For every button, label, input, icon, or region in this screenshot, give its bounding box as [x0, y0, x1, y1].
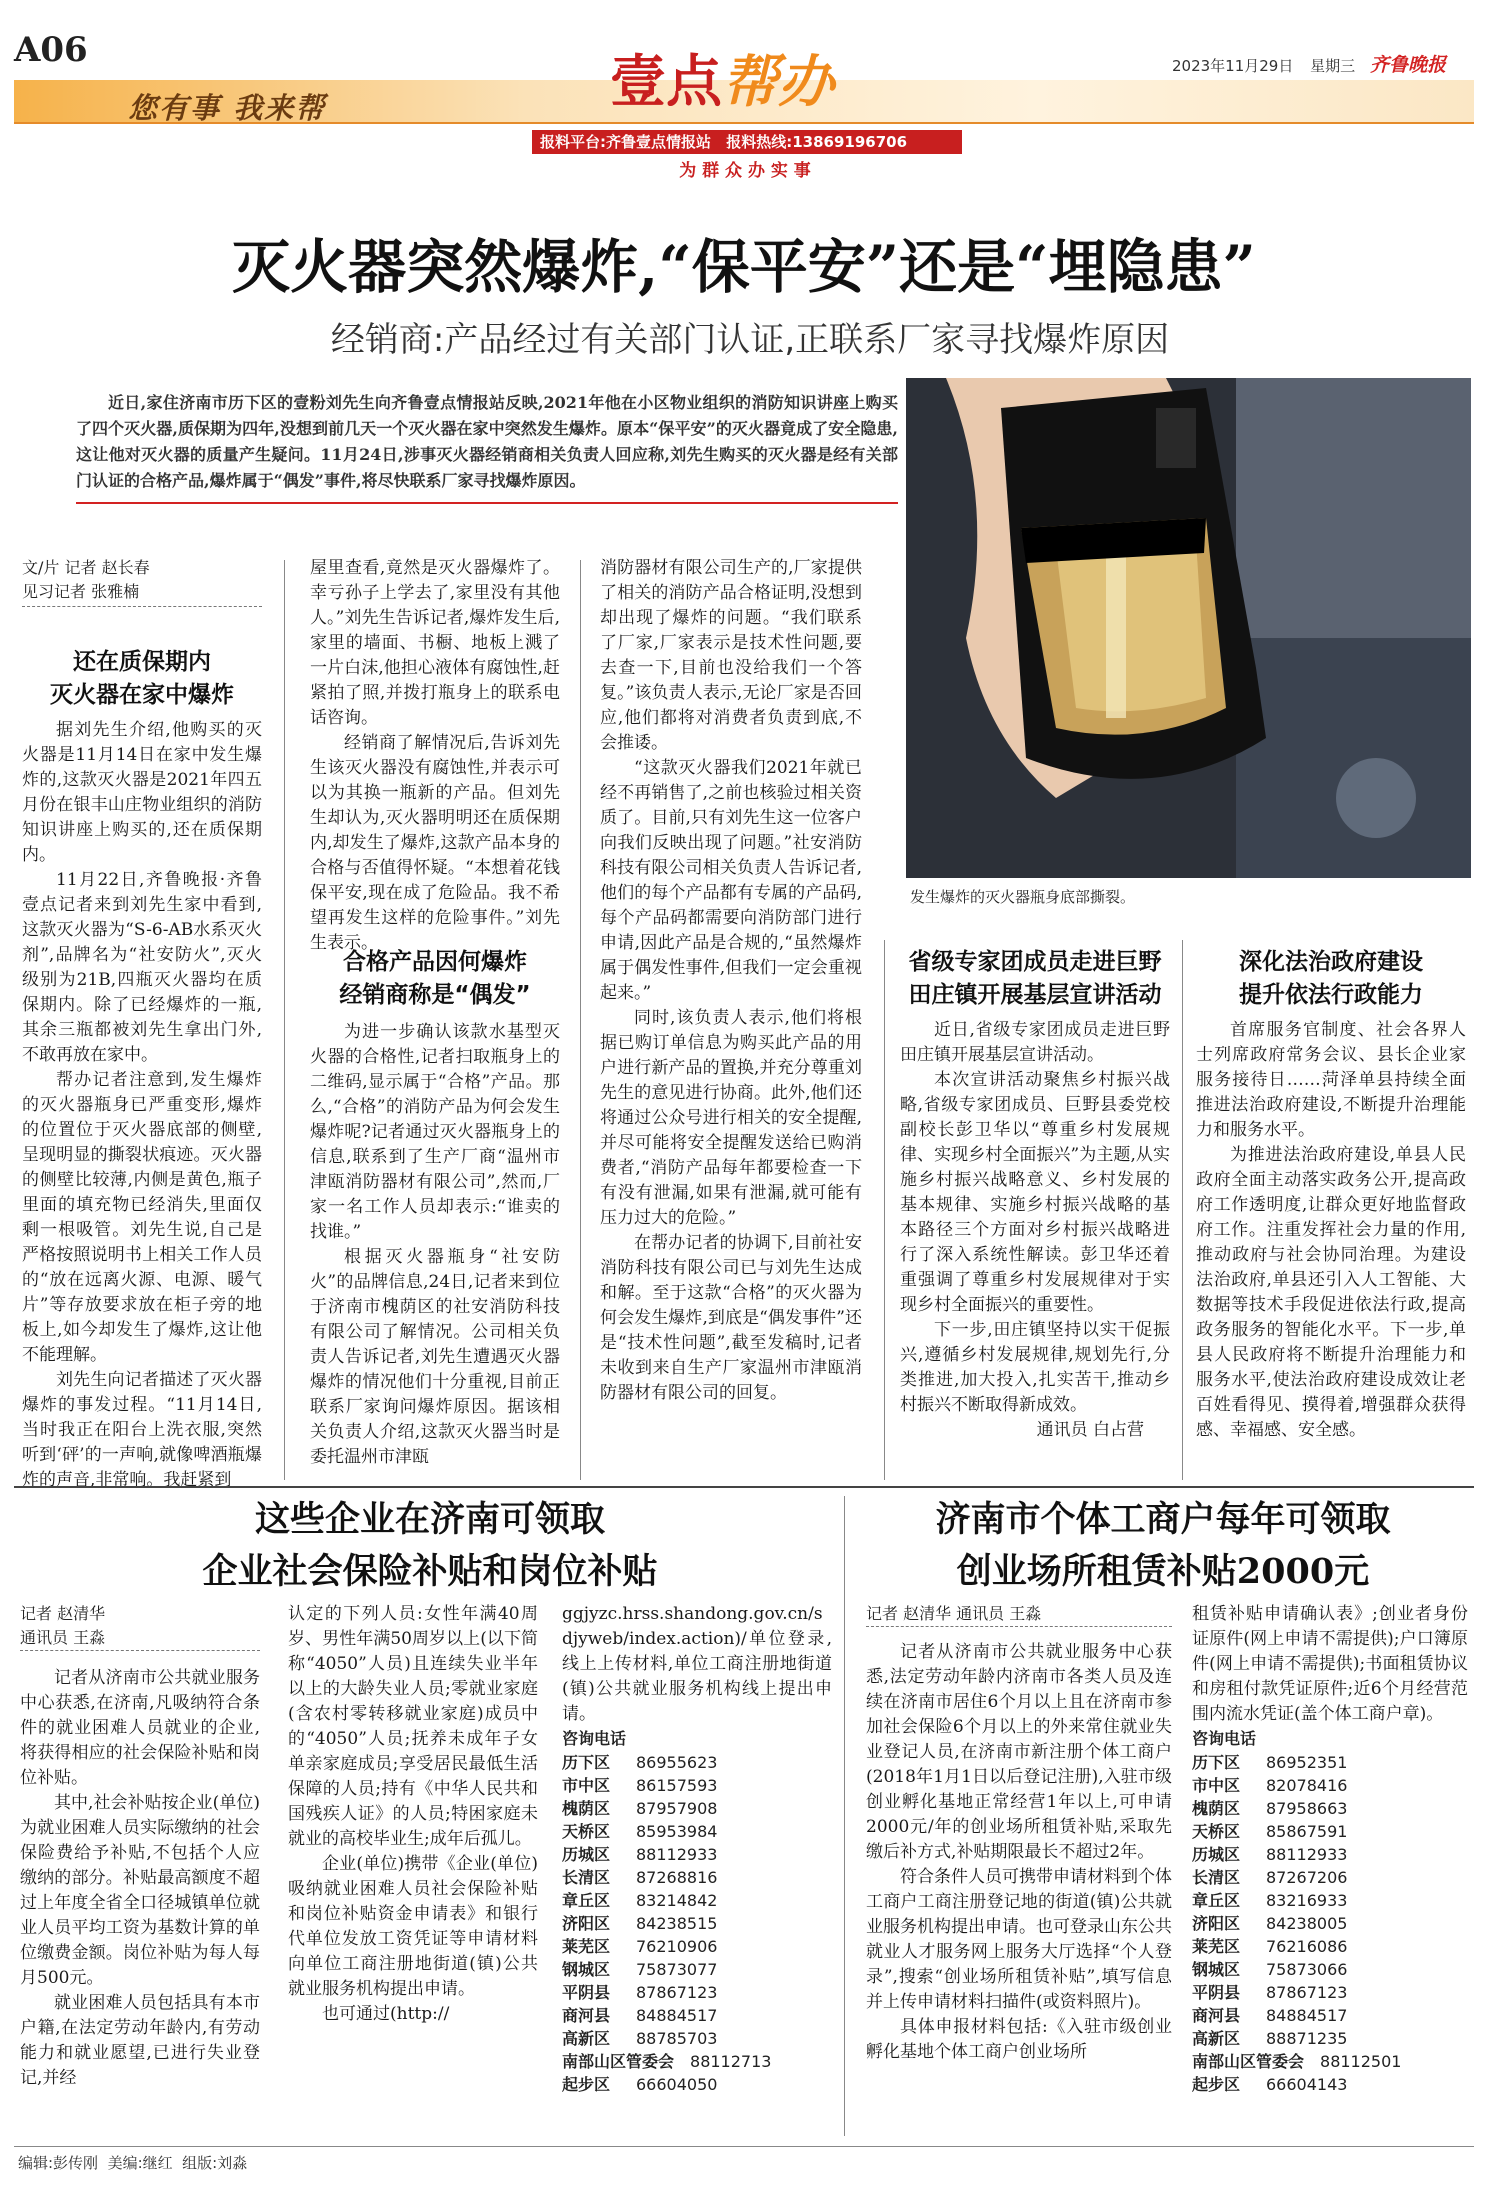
phone-number: 86952351 — [1266, 1753, 1348, 1772]
contact-row — [562, 1958, 832, 1981]
contact-row — [562, 1797, 832, 1820]
contact-row — [1192, 1797, 1468, 1820]
phone-number: 87867123 — [1266, 1983, 1348, 2002]
paragraph: 为进一步确认该款水基型灭火器的合格性,记者扫取瓶身上的二维码,显示属于“合格”产品。那么,“合格”的消防产品为何会发生爆炸呢?记者通过灭火器瓶身上的信息,联系到了生产厂商“温州市津瓯消防器材有限公司”,然而,厂家一名工作人员却表示:“谁卖的找谁。” — [310, 1022, 560, 1242]
district-name: 钢城区 — [1192, 1960, 1241, 1979]
paragraph: 租赁补贴申请确认表》;创业者身份证原件(网上申请不需提供);户口簿原件(网上申请不需提供);书面租赁协议和房租付款凭证原件;近6个月经营范围内流水凭证(盖个体工商户章)。 — [1192, 1604, 1468, 1724]
phone-number: 88112713 — [690, 2052, 772, 2071]
paragraph: 帮办记者注意到,发生爆炸的灭火器瓶身已严重变形,爆炸的位置位于灭火器底部的侧壁,呈现明显的撕裂状痕迹。灭火器的侧壁比较薄,内侧是黄色,瓶子里面的填充物已经消失,里面仅剩一根吸管。刘先生说,自己是严格按照说明书上相关工作人员的“放在远离火源、电源、暖气片”等存放要求放在柜子旁的地板上,如今却发生了爆炸,这让他不能理解。 — [22, 1070, 262, 1365]
footer-rule — [14, 2146, 1474, 2147]
district-name: 莱芜区 — [1192, 1937, 1241, 1956]
paragraph: 下一步,田庄镇坚持以实干促振兴,遵循乡村发展规律,规划先行,分类推进,加大投入,扎实苦干,推动乡村振兴不断取得新成效。 — [900, 1320, 1170, 1415]
district-name: 商河县 — [562, 2006, 611, 2025]
phone-number: 83214842 — [636, 1891, 718, 1910]
contact-row — [1192, 1912, 1468, 1935]
district-name: 济阳区 — [562, 1914, 611, 1933]
page-number: A06 — [14, 30, 88, 70]
hotline-label: 报料热线: — [726, 133, 793, 151]
district-name: 历下区 — [1192, 1753, 1241, 1772]
district-name: 长清区 — [1192, 1868, 1241, 1887]
brief1-byline: 通讯员 白占营 — [1036, 1420, 1144, 1440]
paragraph: 经销商了解情况后,告诉刘先生该灭火器没有腐蚀性,并表示可以为其换一瓶新的产品。但刘先生却认为,灭火器明明还在质保期内,却发生了爆炸,这款产品本身的合格与否值得怀疑。“本想着花钱保平安,现在成了危险品。我不希望再发生这样的危险事件。”刘先生表示。 — [310, 733, 560, 953]
paragraph: “这款灭火器我们2021年就已经不再销售了,之前也核验过相关资质了。目前,只有刘先生这一位客户向我们反映出现了问题。”社安消防科技有限公司相关负责人告诉记者,他们的每个产品都有专属的产品码,每个产品码都需要向消防部门进行申请,因此产品是合规的,“虽然爆炸属于偶发性事件,但我们一定会重视起来。” — [600, 758, 862, 1003]
district-name: 长清区 — [562, 1868, 611, 1887]
district-name: 天桥区 — [562, 1822, 611, 1841]
lead-column-2a — [310, 556, 560, 956]
column-rule — [580, 560, 581, 1480]
phone-number: 83216933 — [1266, 1891, 1348, 1910]
contact-row — [562, 1981, 832, 2004]
contact-row — [562, 1843, 832, 1866]
district-name: 商河县 — [1192, 2006, 1241, 2025]
brief1-body — [900, 1018, 1170, 1443]
phone-number: 85953984 — [636, 1822, 718, 1841]
logo-part-b: 帮办 — [722, 50, 834, 115]
art3-contacts-title: 咨询电话 — [1192, 1729, 1257, 1748]
phone-number: 87268816 — [636, 1868, 718, 1887]
column-rule — [844, 1496, 845, 2136]
paragraph: 记者从济南市公共就业服务中心获悉,法定劳动年龄内济南市各类人员及连续在济南市居住6个月以上且在济南市参加社会保险6个月以上的外来常住就业失业登记人员,在济南市新注册个体工商户(2018年1月1日以后登记注册),入驻市级创业孵化基地正常经营1年以上,可申请2000元/年的创业场所租赁补贴,采取先缴后补方式,补贴期限最长不超过2年。 — [866, 1642, 1172, 1862]
district-name: 天桥区 — [1192, 1822, 1241, 1841]
phone-number: 87867123 — [636, 1983, 718, 2002]
district-name: 历城区 — [1192, 1845, 1241, 1864]
lead-subhead-1: 还在质保期内 灭火器在家中爆炸 — [50, 649, 234, 708]
art2-contact-list — [562, 1751, 832, 2096]
logo-part-a: 壹点 — [610, 50, 722, 115]
phone-number: 86955623 — [636, 1753, 718, 1772]
hotline-number: 13869196706 — [792, 133, 908, 151]
phone-number: 75873077 — [636, 1960, 718, 1979]
phone-number: 88112933 — [636, 1845, 718, 1864]
contact-row — [1192, 2073, 1468, 2096]
art2-column-3 — [562, 1602, 832, 2096]
art2-byline-reporter: 记者 赵清华 — [20, 1604, 106, 1623]
motto: 为 群 众 办 实 事 — [679, 161, 811, 181]
paragraph: 记者从济南市公共就业服务中心获悉,在济南,凡吸纳符合条件的就业困难人员就业的企业,将获得相应的社会保险补贴和岗位补贴。 — [20, 1668, 260, 1788]
contact-row — [562, 2050, 832, 2073]
district-name: 南部山区管委会 — [562, 2052, 675, 2071]
byline-intern: 见习记者 张雅楠 — [22, 582, 140, 601]
contact-row — [1192, 1958, 1468, 1981]
paragraph: 刘先生向记者描述了灭火器爆炸的事发过程。“11月14日,当时我正在阳台上洗衣服,突然听到‘砰’的一声响,就像啤酒瓶爆炸的声音,非常响。我赶紧到 — [22, 1370, 262, 1490]
paper-name: 齐鲁晚报 — [1369, 54, 1446, 76]
photo-illustration — [906, 378, 1471, 878]
art2-column-1 — [20, 1666, 260, 2091]
art2-byline-correspondent: 通讯员 王淼 — [20, 1628, 106, 1647]
district-name: 历下区 — [562, 1753, 611, 1772]
district-name: 槐荫区 — [1192, 1799, 1241, 1818]
district-name: 南部山区管委会 — [1192, 2052, 1305, 2071]
summary-text: 近日,家住济南市历下区的壹粉刘先生向齐鲁壹点情报站反映,2021年他在小区物业组织的消防知识讲座上购买了四个灭火器,质保期为四年,没想到前几天一个灭火器在家中突然发生爆炸。原本“保平安”的灭火器竟成了安全隐患,这让他对灭火器的质量产生疑问。11月24日,涉事灭火器经销商相关负责人回应称,刘先生购买的灭火器是经有关部门认证的合格产品,爆炸属于“偶发”事件,将尽快联系厂家寻找爆炸原因。 — [76, 393, 898, 490]
section-divider — [14, 1486, 1474, 1488]
contact-row — [1192, 1843, 1468, 1866]
platform-label: 报料平台: — [540, 133, 606, 151]
platform-name: 齐鲁壹点情报站 — [606, 133, 712, 151]
paragraph: 首席服务官制度、社会各界人士列席政府常务会议、县长企业家服务接待日……菏泽单县持续全面推进法治政府建设,不断提升治理能力和服务水平。 — [1196, 1020, 1466, 1140]
contact-row — [1192, 1866, 1468, 1889]
phone-number: 76210906 — [636, 1937, 718, 1956]
art2-column-2 — [288, 1602, 538, 2027]
phone-number: 76216086 — [1266, 1937, 1348, 1956]
paragraph: 其中,社会补贴按企业(单位)为就业困难人员实际缴纳的社会保险费给予补贴,不包括个人应缴纳的部分。补贴最高额度不超过上年度全省全口径城镇单位就业人员平均工资为基数计算的单位缴费金额。岗位补贴为每人每月500元。 — [20, 1793, 260, 1988]
contact-row — [562, 1889, 832, 1912]
contact-row — [562, 2027, 832, 2050]
paragraph: 认定的下列人员:女性年满40周岁、男性年满50周岁以上(以下简称“4050”人员)且连续失业半年以上的大龄失业人员;零就业家庭(含农村零转移就业家庭)成员中的“4050”人员;抚养未成年子女单亲家庭成员;享受居民最低生活保障的人员;持有《中华人民共和国残疾人证》的人员;特困家庭未就业的高校毕业生;成年后孤儿。 — [288, 1604, 538, 1849]
contact-row — [1192, 1981, 1468, 2004]
phone-number: 88871235 — [1266, 2029, 1348, 2048]
contact-row — [1192, 2027, 1468, 2050]
phone-number: 84884517 — [636, 2006, 718, 2025]
contact-row — [1192, 1889, 1468, 1912]
phone-number: 87267206 — [1266, 1868, 1348, 1887]
lead-headline: 灭火器突然爆炸,“保平安”还是“埋隐患” — [232, 233, 1256, 301]
contact-row — [1192, 1935, 1468, 1958]
paragraph: 近日,省级专家团成员走进巨野田庄镇开展基层宣讲活动。 — [900, 1020, 1170, 1065]
contact-row — [562, 1912, 832, 1935]
paragraph: ggjyzc.hrss.shandong.gov.cn/sdjyweb/index.action)/单位登录,线上上传材料,单位工商注册地街道(镇)公共就业服务机构线上提出申请。 — [562, 1604, 832, 1724]
column-rule — [884, 940, 885, 1480]
phone-number: 88785703 — [636, 2029, 718, 2048]
issue-date: 2023年11月29日 — [1172, 57, 1294, 75]
brief2-body — [1196, 1018, 1466, 1443]
district-name: 平阴县 — [562, 1983, 611, 2002]
district-name: 章丘区 — [562, 1891, 611, 1910]
lead-column-1 — [22, 718, 262, 1493]
art3-byline: 记者 赵清华 通讯员 王淼 — [866, 1602, 1172, 1627]
contact-row — [1192, 1820, 1468, 1843]
paragraph: 为推进法治政府建设,单县人民政府全面主动落实政务公开,提高政府工作透明度,让群众更好地监督政府工作。注重发挥社会力量的作用,推动政府与社会协同治理。为建设法治政府,单县还引入人工智能、大数据等技术手段促进依法行政,提高政务服务的智能化水平。下一步,单县人民政府将不断提升治理能力和服务水平,使法治政府建设成效让老百姓看得见、摸得着,增强群众获得感、幸福感、安全感。 — [1196, 1145, 1466, 1440]
column-rule — [284, 560, 285, 1480]
contact-row — [562, 1774, 832, 1797]
hotline-bar — [532, 130, 962, 154]
brand-logo — [610, 38, 834, 118]
lead-summary — [76, 390, 898, 504]
district-name: 市中区 — [562, 1776, 611, 1795]
district-name: 槐荫区 — [562, 1799, 611, 1818]
district-name: 高新区 — [1192, 2029, 1241, 2048]
art3-column-1 — [866, 1640, 1172, 2065]
phone-number: 88112933 — [1266, 1845, 1348, 1864]
contact-row — [562, 1935, 832, 1958]
column-rule — [1182, 940, 1183, 1480]
lead-byline — [22, 556, 262, 607]
contact-row — [562, 2073, 832, 2096]
paragraph: 符合条件人员可携带申请材料到个体工商户工商注册登记地的街道(镇)公共就业服务机构提出申请。也可登录山东公共就业人才服务网上服务大厅选择“个人登录”,搜索“创业场所租赁补贴”,填写信息并上传申请材料扫描件(或资料照片)。 — [866, 1867, 1172, 2012]
lead-column-3 — [600, 556, 862, 1406]
contact-row — [1192, 2050, 1468, 2073]
slogan: 您有事 我来帮 — [128, 91, 327, 125]
district-name: 历城区 — [562, 1845, 611, 1864]
district-name: 起步区 — [1192, 2075, 1241, 2094]
phone-number: 75873066 — [1266, 1960, 1348, 1979]
phone-number: 82078416 — [1266, 1776, 1348, 1795]
art3-contact-list — [1192, 1751, 1468, 2096]
phone-number: 66604050 — [636, 2075, 718, 2094]
phone-number: 87958663 — [1266, 1799, 1348, 1818]
lead-subheadline: 经销商:产品经过有关部门认证,正联系厂家寻找爆炸原因 — [330, 320, 1170, 360]
footer-credits: 编辑:彭传刚 美编:继红 组版:刘淼 — [18, 2154, 248, 2172]
contact-row — [562, 1820, 832, 1843]
phone-number: 85867591 — [1266, 1822, 1348, 1841]
phone-number: 84884517 — [1266, 2006, 1348, 2025]
district-name: 章丘区 — [1192, 1891, 1241, 1910]
contact-row — [562, 1866, 832, 1889]
district-name: 高新区 — [562, 2029, 611, 2048]
brief1-headline: 省级专家团成员走进巨野 田庄镇开展基层宣讲活动 — [908, 949, 1162, 1008]
lead-subhead-2: 合格产品因何爆炸 经销商称是“偶发” — [339, 949, 531, 1008]
paragraph: 在帮办记者的协调下,目前社安消防科技有限公司已与刘先生达成和解。至于这款“合格”的灭火器为何会发生爆炸,到底是“偶发事件”还是“技术性问题”,截至发稿时,记者未收到来自生产厂家温州市津瓯消防器材有限公司的回复。 — [600, 1233, 862, 1403]
phone-number: 84238515 — [636, 1914, 718, 1933]
art3-column-2 — [1192, 1602, 1468, 2096]
art2-byline — [20, 1602, 260, 1651]
contact-row — [1192, 1751, 1468, 1774]
paragraph: 具体申报材料包括:《入驻市级创业孵化基地个体工商户创业场所 — [866, 2017, 1172, 2062]
district-name: 市中区 — [1192, 1776, 1241, 1795]
district-name: 济阳区 — [1192, 1914, 1241, 1933]
paragraph: 本次宣讲活动聚焦乡村振兴战略,省级专家团成员、巨野县委党校副校长彭卫华以“尊重乡村发展规律、实现乡村全面振兴”为主题,从实施乡村振兴战略意义、乡村发展的基本规律、实施乡村振兴战略的基本路径三个方面对乡村振兴战略进行了深入系统性解读。彭卫华还着重强调了尊重乡村发展规律对于实现乡村全面振兴的重要性。 — [900, 1070, 1170, 1315]
paragraph: 同时,该负责人表示,他们将根据已购订单信息为购买此产品的用户进行新产品的置换,并充分尊重刘先生的意见进行协商。此外,他们还将通过公众号进行相关的安全提醒,并尽可能将安全提醒发送给已购消费者,“消防产品每年都要检查一下有没有泄漏,如果有泄漏,就可能有压力过大的危险。” — [600, 1008, 862, 1228]
district-name: 钢城区 — [562, 1960, 611, 1979]
phone-number: 87957908 — [636, 1799, 718, 1818]
byline-reporter: 文/片 记者 赵长春 — [22, 558, 150, 577]
fire-extinguisher-photo — [906, 378, 1471, 878]
photo-caption: 发生爆炸的灭火器瓶身底部撕裂。 — [910, 888, 1136, 906]
paragraph: 企业(单位)携带《企业(单位)吸纳就业困难人员社会保险补贴和岗位补贴资金申请表》和银行代单位发放工资凭证等申请材料向单位工商注册地街道(镇)公共就业服务机构提出申请。 — [288, 1854, 538, 1999]
paragraph: 11月22日,齐鲁晚报·齐鲁壹点记者来到刘先生家中看到,这款灭火器为“S-6-AB水系灭火剂”,品牌名为“社安防火”,灭火级别为21B,四瓶灭火器均在质保期内。除了已经爆炸的一瓶,其余三瓶都被刘先生拿出门外,不敢再放在家中。 — [22, 870, 262, 1065]
paragraph: 也可通过(http:// — [322, 2004, 450, 2024]
contact-row — [1192, 2004, 1468, 2027]
district-name: 莱芜区 — [562, 1937, 611, 1956]
contact-row — [562, 2004, 832, 2027]
phone-number: 66604143 — [1266, 2075, 1348, 2094]
brief2-headline: 深化法治政府建设 提升依法行政能力 — [1239, 949, 1423, 1008]
paragraph: 就业困难人员包括具有本市户籍,在法定劳动年龄内,有劳动能力和就业愿望,已进行失业登记,并经 — [20, 1993, 260, 2088]
lead-column-2b — [310, 1020, 560, 1470]
issue-weekday: 星期三 — [1310, 57, 1356, 75]
paragraph: 屋里查看,竟然是灭火器爆炸了。幸亏孙子上学去了,家里没有其他人。”刘先生告诉记者,爆炸发生后,家里的墙面、书橱、地板上溅了一片白沫,他担心液体有腐蚀性,赶紧拍了照,并拨打瓶身上的联系电话咨询。 — [310, 558, 560, 728]
paragraph: 消防器材有限公司生产的,厂家提供了相关的消防产品合格证明,没想到却出现了爆炸的问题。“我们联系了厂家,厂家表示是技术性问题,要去查一下,目前也没给我们一个答复。”该负责人表示,无论厂家是否回应,他们都将对消费者负责到底,不会推诿。 — [600, 558, 862, 753]
district-name: 平阴县 — [1192, 1983, 1241, 2002]
phone-number: 88112501 — [1320, 2052, 1402, 2071]
phone-number: 84238005 — [1266, 1914, 1348, 1933]
district-name: 起步区 — [562, 2075, 611, 2094]
art2-contacts-title: 咨询电话 — [562, 1729, 627, 1748]
contact-row — [562, 1751, 832, 1774]
paragraph: 根据灭火器瓶身“社安防火”的品牌信息,24日,记者来到位于济南市槐荫区的社安消防科技有限公司了解情况。公司相关负责人告诉记者,刘先生遭遇灭火器爆炸的情况他们十分重视,目前正联系厂家询问爆炸原因。据该相关负责人介绍,这款灭火器当时是委托温州市津瓯 — [310, 1247, 560, 1467]
contact-row — [1192, 1774, 1468, 1797]
masthead-date-line — [1172, 50, 1446, 77]
phone-number: 86157593 — [636, 1776, 718, 1795]
art3-headline: 济南市个体工商户每年可领取 创业场所租赁补贴2000元 — [935, 1499, 1391, 1592]
paragraph: 据刘先生介绍,他购买的灭火器是11月14日在家中发生爆炸的,这款灭火器是2021年四五月份在银丰山庄物业组织的消防知识讲座上购买的,还在质保期内。 — [22, 720, 262, 865]
art2-headline: 这些企业在济南可领取 企业社会保险补贴和岗位补贴 — [202, 1499, 658, 1592]
